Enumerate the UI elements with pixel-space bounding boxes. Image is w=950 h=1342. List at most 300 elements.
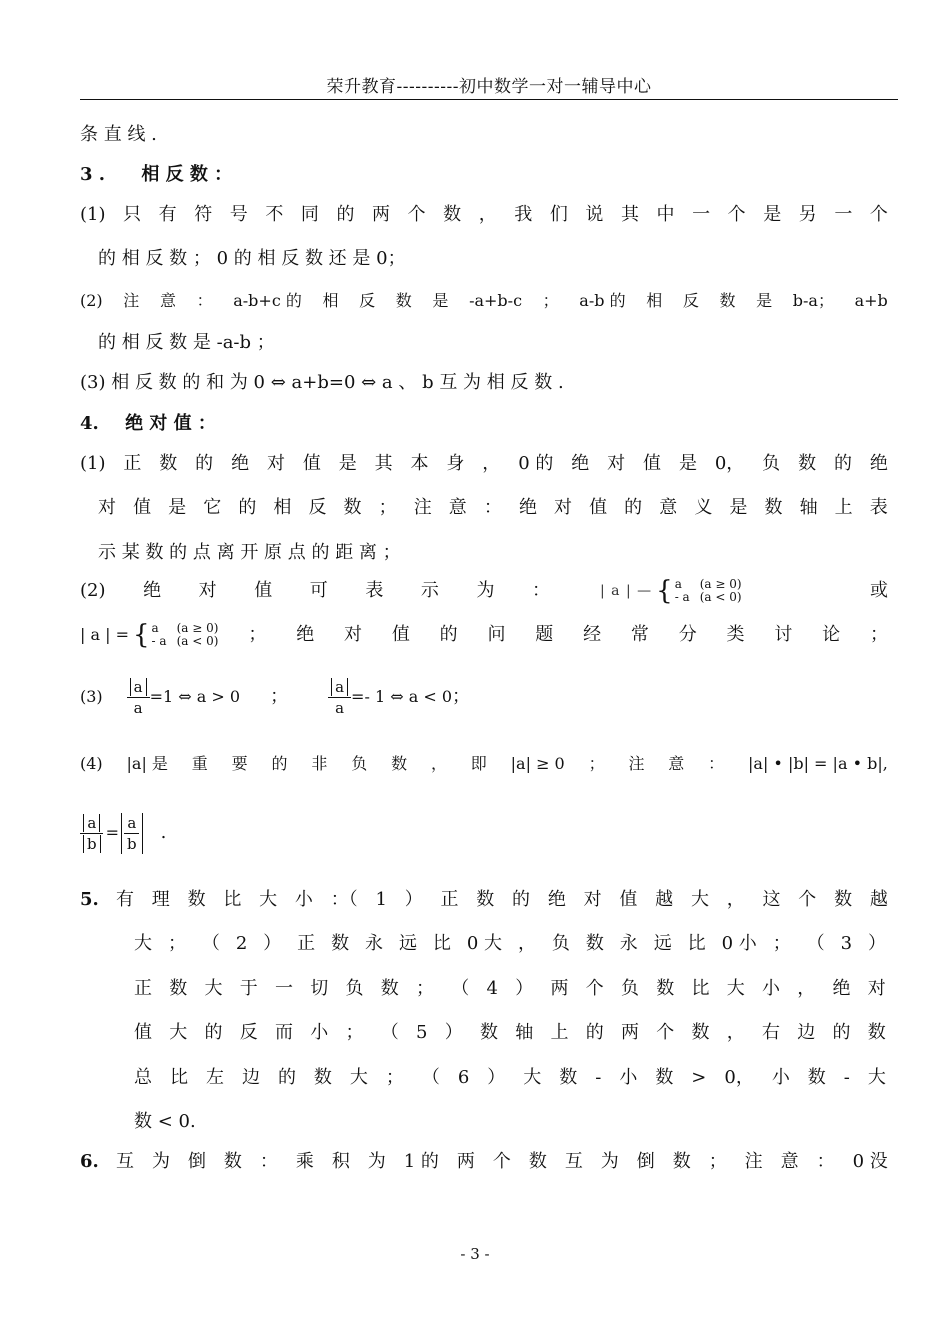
abs-fraction-bars: [121, 813, 143, 854]
word: 数: [313, 1067, 332, 1088]
word: 为: [600, 1151, 619, 1172]
word: 其: [620, 204, 639, 225]
fraction-numerator: a: [124, 813, 139, 834]
word: ）: [404, 889, 423, 910]
word: 的: [439, 624, 458, 645]
word: 1: [375, 889, 387, 910]
word: 的: [833, 453, 852, 474]
word: 中: [656, 204, 675, 225]
word: 左: [205, 1067, 224, 1088]
word: ：（: [330, 889, 358, 910]
word: 两: [620, 1022, 639, 1043]
text-line-6: 的 相 反 数 是 -a-b ；: [98, 332, 275, 353]
word: ；: [167, 933, 186, 954]
word: 对: [554, 497, 573, 518]
word: 讨: [774, 624, 793, 645]
word: ）: [444, 1022, 463, 1043]
word: a-b 的: [579, 291, 626, 310]
word: 对: [98, 497, 116, 518]
word: 理: [151, 889, 170, 910]
word: 6: [457, 1067, 470, 1088]
line-17-words: [116, 888, 888, 912]
case-condition: (a < 0): [699, 590, 742, 604]
word: 数: [391, 754, 408, 773]
section-number: 6.: [80, 1151, 99, 1172]
word: 5: [416, 1022, 428, 1043]
text-line-17: [80, 888, 888, 912]
word: 比: [223, 889, 242, 910]
word: 对: [198, 580, 217, 601]
word: 2: [235, 933, 248, 954]
word: 数: [443, 204, 462, 225]
text-line-21: [134, 1066, 886, 1090]
separator: ；: [270, 686, 289, 707]
word: 乘: [295, 1151, 314, 1172]
equation-positive: =1 ⇔ a > 0: [149, 687, 241, 706]
word: 数: [169, 978, 188, 999]
word: 比: [687, 933, 706, 954]
case-condition: (a < 0): [176, 634, 219, 648]
word: 数: [479, 1022, 498, 1043]
word: 可: [309, 580, 328, 601]
word: 总: [134, 1067, 152, 1088]
section-number: 5.: [80, 889, 99, 910]
word: （: [451, 978, 470, 999]
word: 个: [492, 1151, 511, 1172]
word: 同: [300, 204, 319, 225]
word: 边: [797, 1022, 816, 1043]
word: 反: [239, 1022, 258, 1043]
word: 正: [134, 978, 152, 999]
word: 的: [624, 497, 643, 518]
word: |a| • |b| = |a • b|,: [748, 754, 888, 773]
word: 数: [223, 1151, 242, 1172]
word: ；: [708, 1151, 727, 1172]
word: 越: [655, 889, 674, 910]
word: 数: [798, 453, 817, 474]
word: 右: [761, 1022, 780, 1043]
word: 比: [432, 933, 451, 954]
text-line-16: [80, 808, 888, 858]
word: 0 小: [721, 933, 757, 954]
word: 的: [512, 889, 531, 910]
text-line-5: [80, 289, 888, 313]
fraction-abs-a-over-abs-b: [80, 813, 104, 854]
word: ，: [482, 453, 501, 474]
word: 而: [275, 1022, 293, 1043]
text-line-7: (3) 相 反 数 的 和 为 0 ⇔ a+b=0 ⇔ a 、 b 互 为 相 反 数 .: [80, 372, 564, 393]
word: 意: [668, 754, 685, 773]
text-line-15: [80, 752, 888, 776]
word: 远: [398, 933, 417, 954]
header-divider: [80, 99, 898, 100]
word: ：: [196, 291, 213, 310]
word: 一: [692, 204, 711, 225]
word: 个: [869, 204, 888, 225]
word: 上: [834, 497, 853, 518]
word: 绝: [547, 889, 566, 910]
text-line-12: [80, 578, 888, 604]
word: 0 大: [466, 933, 503, 954]
word: 大: [523, 1067, 542, 1088]
word: 远: [653, 933, 672, 954]
word: 反: [359, 291, 376, 310]
word: 表: [365, 580, 384, 601]
text-line-18: [134, 932, 886, 956]
word: 小: [761, 978, 780, 999]
word: ；: [378, 497, 397, 518]
word: 的: [195, 453, 214, 474]
word: 分: [678, 624, 697, 645]
word: ；: [345, 1022, 364, 1043]
word: 是: [729, 497, 748, 518]
text-line-1: 条 直 线 .: [80, 124, 157, 145]
word: 正: [123, 453, 142, 474]
word: 的: [204, 1022, 223, 1043]
word: a-b+c 的: [233, 291, 302, 310]
word: ；: [542, 291, 559, 310]
word: 4: [486, 978, 498, 999]
word: 上: [550, 1022, 569, 1043]
word: 绝: [571, 453, 590, 474]
word: 大: [867, 1067, 886, 1088]
word: 3: [840, 933, 853, 954]
word: 数: [187, 889, 206, 910]
word: ：: [532, 580, 550, 601]
word: 相: [273, 497, 292, 518]
word: 是: [338, 453, 357, 474]
word: 负: [551, 933, 570, 954]
text-line-11: 示 某 数 的 点 离 开 原 点 的 距 离 ；: [98, 542, 401, 563]
word: 数: [867, 1022, 886, 1043]
word: 对: [266, 453, 285, 474]
word: ）: [263, 933, 282, 954]
word: 数: [691, 1022, 710, 1043]
word: 绝: [231, 453, 250, 474]
brace-symbol: {: [132, 620, 150, 650]
word: 积: [331, 1151, 350, 1172]
word: 反: [308, 497, 327, 518]
word: 大: [134, 933, 152, 954]
word: ）: [515, 978, 534, 999]
word: 于: [239, 978, 258, 999]
word: ；: [248, 624, 267, 645]
word: 经: [583, 624, 602, 645]
fraction-numerator: a: [331, 678, 348, 696]
word: (2): [80, 291, 103, 310]
word: 意: [780, 1151, 799, 1172]
word: 个: [798, 889, 817, 910]
word: 边: [241, 1067, 260, 1088]
word: 论: [822, 624, 841, 645]
case-condition: (a ≥ 0): [176, 621, 219, 635]
section-title: 相 反 数 ：: [141, 164, 233, 185]
word: 数: [343, 497, 362, 518]
case-value: a: [674, 577, 682, 591]
word: 数: [476, 889, 495, 910]
word: 表: [869, 497, 888, 518]
page-number: - 3 -: [460, 1245, 490, 1263]
word: ，: [517, 933, 536, 954]
word: 绝: [518, 497, 537, 518]
word: （: [380, 1022, 399, 1043]
period: .: [160, 822, 167, 843]
word: 0 的: [518, 453, 554, 474]
abs-formula-blurred: | a | —: [600, 583, 653, 599]
word: 数: [159, 453, 178, 474]
word: 为: [367, 1151, 386, 1172]
word: 小: [771, 1067, 790, 1088]
word: 数: [528, 1151, 547, 1172]
word: b-a；: [792, 291, 834, 310]
fraction-abs-a-over-a: [328, 677, 351, 718]
word: 身: [446, 453, 465, 474]
text-line-22: 数 < 0.: [134, 1111, 196, 1132]
word: 比: [691, 978, 710, 999]
word: 相: [646, 291, 663, 310]
word: 要: [231, 754, 248, 773]
word: 对: [583, 889, 602, 910]
word: 值: [134, 1022, 152, 1043]
word: 即: [470, 754, 487, 773]
section-title: 绝 对 值 ：: [125, 413, 216, 434]
word: 个: [727, 204, 746, 225]
word: 小: [619, 1067, 638, 1088]
word: 类: [726, 624, 745, 645]
brace-symbol: {: [656, 576, 673, 606]
word: 相: [322, 291, 339, 310]
word: 大: [259, 889, 278, 910]
word: a+b: [854, 291, 888, 310]
abs-lhs: | a | =: [80, 625, 129, 644]
word: 数: [764, 497, 783, 518]
word: 是: [763, 204, 782, 225]
word: 有: [158, 204, 177, 225]
word: 数: [585, 933, 604, 954]
word: 永: [365, 933, 384, 954]
word: (1): [80, 204, 106, 225]
word: 数: [559, 1067, 578, 1088]
word: 倒: [636, 1151, 655, 1172]
word: 两: [456, 1151, 475, 1172]
word: 绝: [143, 580, 162, 601]
word: 问: [487, 624, 506, 645]
page-header-title: 荣升教育----------初中数学一对一辅导中心: [326, 77, 652, 97]
word: 的: [336, 204, 355, 225]
fraction-numerator: a: [83, 814, 100, 832]
separator: ；: [452, 686, 470, 707]
text-line-14: [80, 674, 888, 720]
equals-sign: =: [105, 823, 120, 842]
text-line-10: [98, 496, 888, 520]
word: 负: [620, 978, 639, 999]
word: ；: [869, 624, 888, 645]
word: 注: [413, 497, 432, 518]
word: 小: [294, 889, 313, 910]
section-heading-3: [80, 163, 888, 187]
word: 大: [690, 889, 709, 910]
section-number: 4.: [80, 413, 99, 434]
line-12-words: [80, 579, 550, 603]
word: 数: [834, 889, 853, 910]
word: （: [201, 933, 220, 954]
word: 的: [277, 1067, 296, 1088]
word: 个: [407, 204, 426, 225]
word: 的: [238, 497, 257, 518]
word: 大: [169, 1022, 188, 1043]
word: ：: [483, 497, 502, 518]
word: >: [691, 1067, 707, 1088]
word: 两: [550, 978, 569, 999]
word: ；: [772, 933, 791, 954]
piecewise-blurred: [656, 578, 751, 604]
word: 们: [549, 204, 568, 225]
word: 正: [297, 933, 316, 954]
word: （: [806, 933, 825, 954]
word: 常: [630, 624, 649, 645]
word: ；: [385, 1067, 404, 1088]
word: 大: [726, 978, 745, 999]
word: 值: [302, 453, 321, 474]
word: |a| 是: [126, 754, 168, 773]
word: -a+b-c: [469, 291, 523, 310]
fraction-denominator: a: [133, 698, 143, 717]
word: 意: [659, 497, 678, 518]
word: 是: [432, 291, 449, 310]
word: 个: [656, 1022, 675, 1043]
word: 值: [643, 453, 662, 474]
word-or: 或: [870, 580, 888, 601]
word: 个: [585, 978, 604, 999]
word: ）: [867, 933, 886, 954]
word: 为: [151, 1151, 170, 1172]
word: 非: [311, 754, 328, 773]
word: 意: [448, 497, 467, 518]
word: 小: [310, 1022, 329, 1043]
word: 意: [159, 291, 176, 310]
word: 另: [798, 204, 817, 225]
word: -: [595, 1067, 602, 1088]
word: 一: [275, 978, 293, 999]
word: ，: [726, 1022, 745, 1043]
line-13-words: [248, 623, 888, 647]
word: 数: [672, 1151, 691, 1172]
fraction-abs-a-over-a: [127, 677, 150, 718]
word: 是: [678, 453, 697, 474]
fraction-numerator: a: [130, 678, 147, 696]
word: 0 没: [852, 1151, 888, 1172]
text-line-23: [80, 1150, 888, 1174]
word: -: [843, 1067, 850, 1088]
word: 负: [351, 754, 368, 773]
word: 值: [391, 624, 410, 645]
word: 切: [310, 978, 329, 999]
word: 负: [345, 978, 364, 999]
word: 号: [229, 204, 248, 225]
fraction-denominator: a: [335, 698, 345, 717]
word: 它: [203, 497, 222, 518]
text-line-13: [80, 622, 888, 648]
word: 0，: [724, 1067, 754, 1088]
word: 题: [535, 624, 554, 645]
word: 正: [440, 889, 459, 910]
word: 数: [380, 978, 399, 999]
word: 数: [656, 978, 675, 999]
case-value: - a: [674, 590, 690, 604]
word: 负: [762, 453, 781, 474]
word: 其: [374, 453, 393, 474]
word: ；: [588, 754, 605, 773]
word: ，: [797, 978, 816, 999]
word: 轴: [515, 1022, 534, 1043]
word: |a| ≥ 0: [510, 754, 565, 773]
word: 越: [869, 889, 888, 910]
word: 值: [254, 580, 273, 601]
word: 绝: [832, 978, 851, 999]
piecewise-definition: [133, 622, 228, 648]
word: 的: [585, 1022, 604, 1043]
word: ；: [416, 978, 434, 999]
word: 倒: [187, 1151, 206, 1172]
word: 1 的: [403, 1151, 439, 1172]
word: 数: [719, 291, 736, 310]
fraction-denominator: b: [127, 834, 137, 853]
word: (1): [80, 453, 106, 474]
text-line-3: [80, 203, 888, 227]
word: 互: [116, 1151, 134, 1172]
word: 比: [169, 1067, 188, 1088]
word: 重: [191, 754, 208, 773]
text-line-19: [134, 977, 886, 1001]
section-heading-4: [80, 412, 888, 436]
word: 义: [694, 497, 713, 518]
word: 只: [123, 204, 142, 225]
word: 符: [194, 204, 213, 225]
fraction-a-over-b: [124, 813, 140, 854]
word: 是: [756, 291, 773, 310]
word: （: [421, 1067, 440, 1088]
word: 对: [344, 624, 363, 645]
word: ，: [478, 204, 497, 225]
word: 说: [585, 204, 604, 225]
word: 本: [410, 453, 429, 474]
word: 对: [867, 978, 886, 999]
text-line-9: [80, 452, 888, 476]
word: 不: [265, 204, 284, 225]
word: (2): [80, 580, 106, 601]
word: ，: [726, 889, 745, 910]
word: 绝: [869, 453, 888, 474]
word: 永: [619, 933, 638, 954]
word: 0，: [714, 453, 745, 474]
word: 这: [762, 889, 781, 910]
word: 我: [514, 204, 533, 225]
case-value: a: [151, 621, 159, 635]
word: 是: [168, 497, 187, 518]
word: 有: [116, 889, 134, 910]
text-line-4: 的 相 反 数 ； 0 的 相 反 数 还 是 0；: [98, 248, 406, 269]
word: 注: [123, 291, 140, 310]
word: 两: [372, 204, 390, 225]
word: 数: [807, 1067, 826, 1088]
word: 对: [607, 453, 626, 474]
equation-negative: =- 1 ⇔ a < 0: [351, 687, 452, 706]
word: 注: [744, 1151, 763, 1172]
word: 互: [564, 1151, 583, 1172]
line-23-words: [116, 1150, 888, 1174]
word: 反: [682, 291, 699, 310]
text-line-20: [134, 1021, 886, 1045]
